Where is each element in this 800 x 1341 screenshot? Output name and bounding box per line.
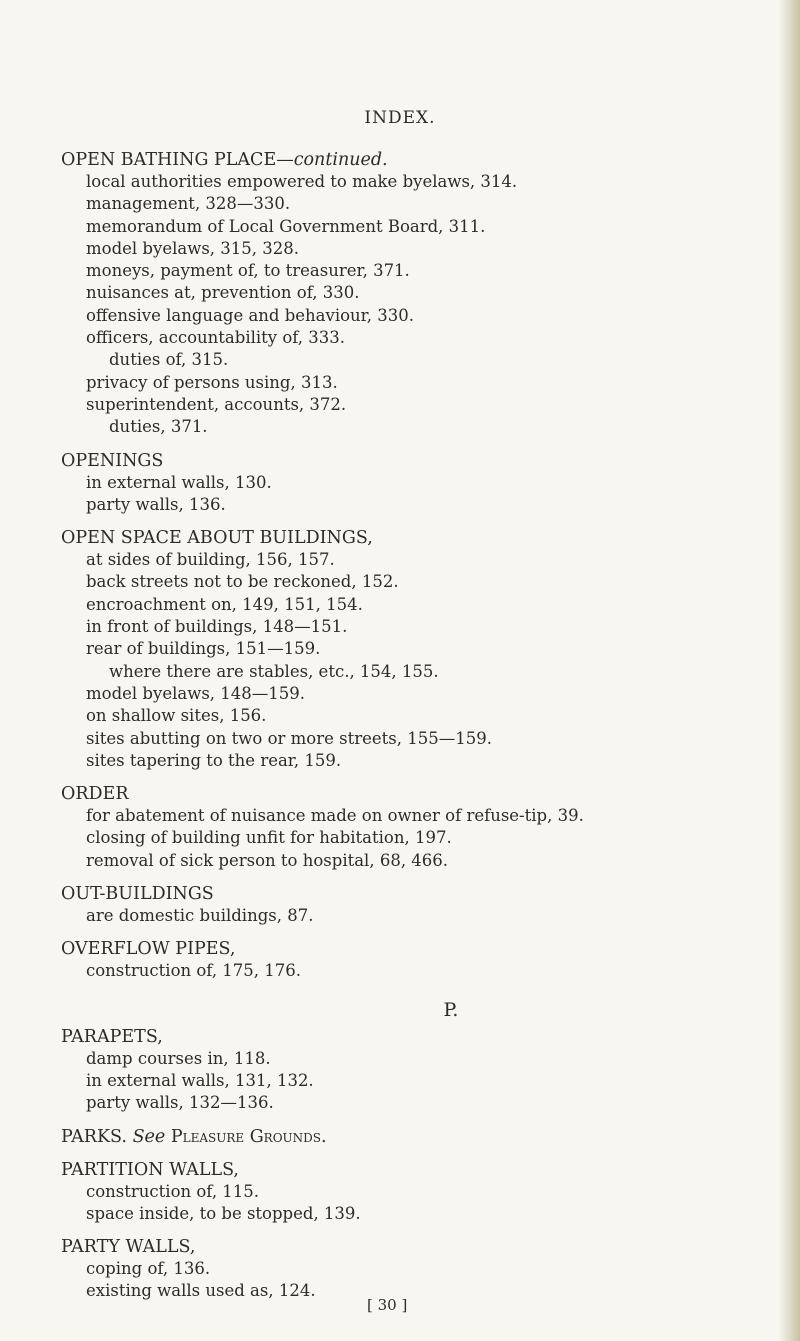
entry-heading bbox=[61, 1126, 781, 1148]
index-content bbox=[61, 149, 781, 1314]
sub-entry: nuisances at, prevention of, 330. bbox=[86, 283, 360, 303]
page-number: [ 30 ] bbox=[367, 1296, 408, 1314]
sub-entry: local authorities empowered to make byelaws, 314. bbox=[86, 172, 518, 191]
sub-entry: at sides of building, 156, 157. bbox=[86, 550, 335, 570]
entry-heading-text: PARKS. bbox=[61, 1126, 127, 1147]
sub-entry: officers, accountability of, 333. bbox=[86, 328, 346, 348]
sub-entry: on shallow sites, 156. bbox=[86, 706, 267, 726]
entry-heading bbox=[61, 450, 781, 472]
sub-entry: duties of, 315. bbox=[109, 350, 229, 370]
sub-entry: for abatement of nuisance made on owner of refuse-tip, 39. bbox=[86, 806, 584, 826]
sub-entry: model byelaws, 315, 328. bbox=[86, 238, 299, 258]
sub-entry: management, 328—330. bbox=[86, 194, 291, 214]
index-entry bbox=[61, 783, 781, 872]
entries-o-section bbox=[61, 149, 781, 983]
index-entry bbox=[61, 883, 781, 927]
sub-entry: sites abutting on two or more streets, 155—159. bbox=[86, 728, 492, 748]
sub-entry: party walls, 132—136. bbox=[86, 1093, 274, 1113]
entry-heading-continued: —continued. bbox=[276, 150, 388, 170]
entry-heading-text: OPENINGS bbox=[61, 450, 164, 471]
entry-heading bbox=[61, 149, 781, 171]
index-entry bbox=[61, 527, 781, 772]
entry-heading-text: OVERFLOW PIPES, bbox=[61, 939, 236, 960]
sub-entry: duties, 371. bbox=[109, 417, 208, 437]
index-entry bbox=[61, 938, 781, 982]
sub-entry: closing of building unfit for habitation, 197. bbox=[86, 828, 452, 848]
index-entry bbox=[61, 1159, 781, 1226]
sub-entry: offensive language and behaviour, 330. bbox=[86, 305, 414, 325]
sub-entry: in external walls, 130. bbox=[86, 472, 272, 492]
page-edge-shadow bbox=[778, 0, 800, 1341]
sub-entry: damp courses in, 118. bbox=[86, 1048, 271, 1068]
page-header: INDEX. bbox=[364, 108, 436, 128]
section-letter: P. bbox=[443, 998, 459, 1021]
see-target: Pleasure Grounds. bbox=[170, 1126, 327, 1147]
entry-heading bbox=[61, 883, 781, 905]
entry-heading-text: ORDER bbox=[61, 784, 129, 805]
sub-entry: superintendent, accounts, 372. bbox=[86, 394, 347, 414]
sub-entry: rear of buildings, 151—159. bbox=[86, 639, 321, 659]
sub-entry: removal of sick person to hospital, 68, 466. bbox=[86, 850, 449, 870]
sub-entry: construction of, 175, 176. bbox=[86, 961, 302, 981]
entry-heading bbox=[61, 1026, 781, 1048]
entries-p-section bbox=[61, 1026, 781, 1303]
sub-entry: model byelaws, 148—159. bbox=[86, 683, 306, 703]
entry-heading bbox=[61, 1159, 781, 1181]
sub-entry: in external walls, 131, 132. bbox=[86, 1070, 314, 1090]
entry-heading bbox=[61, 938, 781, 960]
index-entry bbox=[61, 1026, 781, 1115]
sub-entry: sites tapering to the rear, 159. bbox=[86, 750, 342, 770]
sub-entry: coping of, 136. bbox=[86, 1259, 211, 1279]
sub-entry: construction of, 115. bbox=[86, 1181, 260, 1201]
entry-heading-text: OUT-BUILDINGS bbox=[61, 884, 214, 905]
index-entry bbox=[61, 149, 781, 439]
sub-entry: space inside, to be stopped, 139. bbox=[86, 1203, 361, 1223]
sub-entry: moneys, payment of, to treasurer, 371. bbox=[86, 261, 410, 281]
entry-heading-text: PARTITION WALLS, bbox=[61, 1159, 239, 1180]
index-entry bbox=[61, 1126, 781, 1148]
index-entry bbox=[61, 450, 781, 517]
sub-entry: memorandum of Local Government Board, 311. bbox=[86, 216, 486, 236]
entry-heading bbox=[61, 527, 781, 549]
sub-entry: where there are stables, etc., 154, 155. bbox=[109, 661, 439, 681]
sub-entry: party walls, 136. bbox=[86, 494, 226, 514]
entry-heading-text: OPEN BATHING PLACE bbox=[61, 150, 277, 170]
entry-heading-text: PARAPETS, bbox=[61, 1026, 163, 1047]
sub-entry: existing walls used as, 124. bbox=[86, 1281, 316, 1301]
sub-entry: encroachment on, 149, 151, 154. bbox=[86, 594, 363, 614]
sub-entry: in front of buildings, 148—151. bbox=[86, 617, 348, 637]
entry-heading-text: OPEN SPACE ABOUT BUILDINGS, bbox=[61, 528, 373, 549]
entry-heading bbox=[61, 783, 781, 805]
sub-entry: privacy of persons using, 313. bbox=[86, 372, 338, 392]
sub-entry: are domestic buildings, 87. bbox=[86, 906, 314, 926]
see-label: See bbox=[132, 1126, 166, 1147]
sub-entry: back streets not to be reckoned, 152. bbox=[86, 572, 399, 592]
entry-heading bbox=[61, 1236, 781, 1258]
index-entry bbox=[61, 1236, 781, 1303]
entry-heading-text: PARTY WALLS, bbox=[61, 1237, 196, 1258]
